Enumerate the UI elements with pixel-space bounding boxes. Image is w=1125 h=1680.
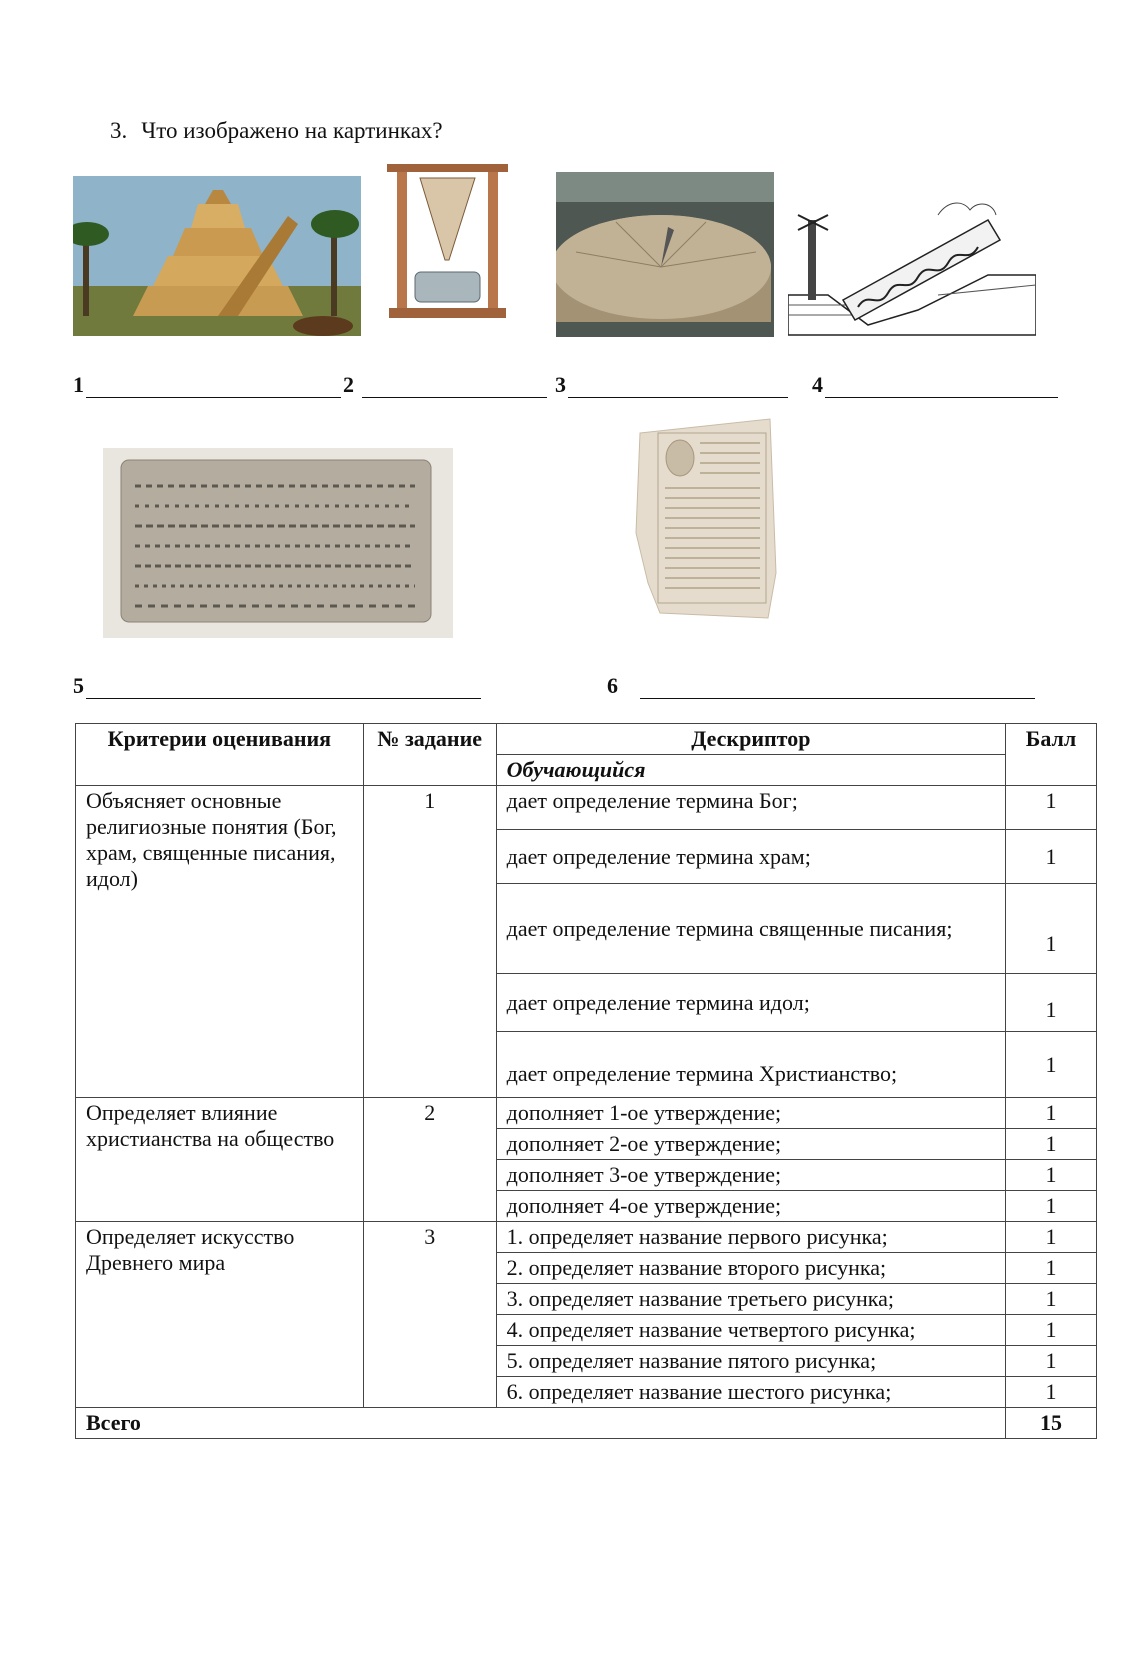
ziggurat-picture <box>73 176 361 336</box>
header-score: Балл <box>1006 724 1097 786</box>
answer-line[interactable] <box>86 676 481 699</box>
answer-line[interactable] <box>640 676 1035 699</box>
descriptor-cell: дает определение термина Бог; <box>496 786 1005 830</box>
answer-number: 4 <box>812 372 823 397</box>
header-task: № задание <box>363 724 496 786</box>
descriptor-cell: дополняет 4-ое утверждение; <box>496 1191 1005 1222</box>
answer-line[interactable] <box>362 375 547 398</box>
total-row <box>76 1408 1097 1439</box>
score-cell: 1 <box>1006 1346 1097 1377</box>
criterion-cell: Объясняет основные религиозные понятия (Бог, храм, священные писания, идол) <box>76 786 364 1098</box>
score-cell: 1 <box>1006 786 1097 830</box>
answer-line[interactable] <box>86 375 341 398</box>
task-cell: 3 <box>363 1222 496 1408</box>
score-cell: 1 <box>1006 1222 1097 1253</box>
criterion-cell: Определяет влияние христианства на общество <box>76 1098 364 1222</box>
descriptor-cell: дает определение термина священные писания; <box>496 884 1005 974</box>
task-cell: 2 <box>363 1098 496 1222</box>
question-number: 3. <box>110 118 128 143</box>
table-row <box>76 1098 1097 1129</box>
score-cell: 1 <box>1006 1377 1097 1408</box>
question-text: Что изображено на картинках? <box>141 118 443 143</box>
score-cell: 1 <box>1006 830 1097 884</box>
task-cell: 1 <box>363 786 496 1098</box>
score-cell: 1 <box>1006 1284 1097 1315</box>
score-cell: 1 <box>1006 974 1097 1032</box>
answer-2[interactable] <box>343 372 547 398</box>
score-cell: 1 <box>1006 1032 1097 1098</box>
score-cell: 1 <box>1006 1098 1097 1129</box>
descriptor-cell: дает определение термина Христианство; <box>496 1032 1005 1098</box>
total-label: Всего <box>76 1408 1006 1439</box>
answer-line[interactable] <box>825 375 1058 398</box>
total-value: 15 <box>1006 1408 1097 1439</box>
descriptor-cell: дополняет 1-ое утверждение; <box>496 1098 1005 1129</box>
descriptor-cell: 4. определяет название четвертого рисунка; <box>496 1315 1005 1346</box>
descriptor-cell: дополняет 3-ое утверждение; <box>496 1160 1005 1191</box>
descriptor-cell: 2. определяет название второго рисунка; <box>496 1253 1005 1284</box>
answer-6[interactable] <box>607 673 1035 699</box>
descriptor-cell: 5. определяет название пятого рисунка; <box>496 1346 1005 1377</box>
table-header-row <box>76 724 1097 755</box>
stone-inscription-picture <box>630 413 780 620</box>
descriptor-cell: дает определение термина идол; <box>496 974 1005 1032</box>
question-title <box>110 118 443 144</box>
cuneiform-tablet-picture <box>103 448 453 638</box>
answer-5[interactable] <box>73 673 481 699</box>
score-cell: 1 <box>1006 884 1097 974</box>
answer-1[interactable] <box>73 372 341 398</box>
answer-line[interactable] <box>568 375 788 398</box>
sundial-picture <box>556 172 774 337</box>
descriptor-cell: дополняет 2-ое утверждение; <box>496 1129 1005 1160</box>
score-cell: 1 <box>1006 1160 1097 1191</box>
descriptor-cell: дает определение термина храм; <box>496 830 1005 884</box>
descriptor-cell: 3. определяет название третьего рисунка; <box>496 1284 1005 1315</box>
criterion-cell: Определяет искусство Древнего мира <box>76 1222 364 1408</box>
assessment-table <box>75 723 1097 1439</box>
answer-number: 5 <box>73 673 84 698</box>
archimedes-screw-picture <box>788 195 1036 340</box>
score-cell: 1 <box>1006 1253 1097 1284</box>
descriptor-cell: 1. определяет название первого рисунка; <box>496 1222 1005 1253</box>
descriptor-cell: 6. определяет название шестого рисунка; <box>496 1377 1005 1408</box>
answer-number: 2 <box>343 372 354 397</box>
table-row <box>76 786 1097 830</box>
header-criteria: Критерии оценивания <box>76 724 364 786</box>
header-descriptor-sub: Обучающийся <box>496 755 1005 786</box>
score-cell: 1 <box>1006 1191 1097 1222</box>
water-clock-picture <box>385 160 510 320</box>
answer-number: 3 <box>555 372 566 397</box>
answer-number: 1 <box>73 372 84 397</box>
answer-4[interactable] <box>812 372 1058 398</box>
header-descriptor: Дескриптор <box>496 724 1005 755</box>
answer-3[interactable] <box>555 372 788 398</box>
score-cell: 1 <box>1006 1315 1097 1346</box>
score-cell: 1 <box>1006 1129 1097 1160</box>
table-row <box>76 1222 1097 1253</box>
answer-number: 6 <box>607 673 618 698</box>
